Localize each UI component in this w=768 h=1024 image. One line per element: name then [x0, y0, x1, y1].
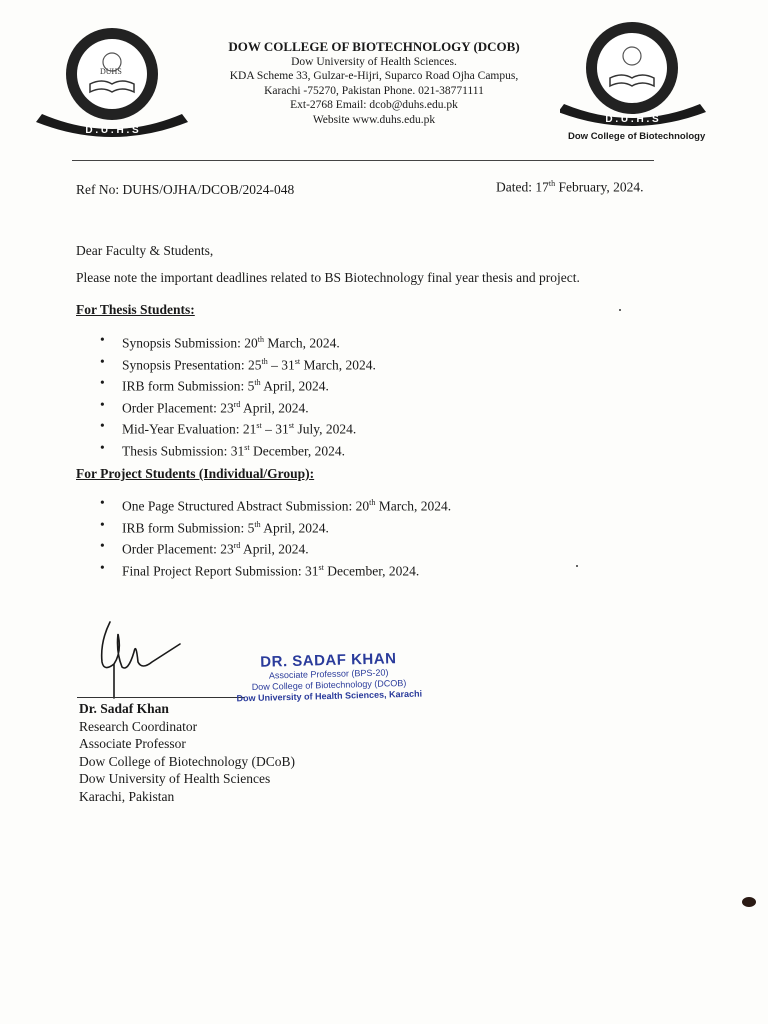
salutation: Dear Faculty & Students,: [76, 243, 214, 258]
duhs-logo-right: [560, 16, 708, 128]
deadline-item: • Mid-Year Evaluation: 21st – 31st July, 2024.: [100, 417, 376, 439]
header-divider: [72, 160, 654, 161]
speck: [619, 309, 621, 311]
signatory-title-2: Associate Professor: [79, 736, 186, 751]
university-name: Dow University of Health Sciences.: [291, 55, 457, 68]
signatory-title-1: Research Coordinator: [79, 718, 198, 734]
deadline-item: • IRB form Submission: 5th April, 2024.: [100, 374, 376, 396]
letterhead: [190, 40, 558, 127]
signatory-block: [79, 700, 295, 805]
right-logo-caption: Dow College of Biotechnology: [568, 131, 706, 142]
college-name: DOW COLLEGE OF BIOTECHNOLOGY (DCOB): [228, 39, 520, 54]
thesis-deadlines-list: [100, 331, 376, 460]
deadline-item: • Order Placement: 23rd April, 2024.: [100, 396, 376, 418]
scan-mark: [742, 897, 756, 907]
speck: [576, 565, 578, 567]
address-line-2: Karachi -75270, Pakistan Phone. 021-38771111: [264, 84, 484, 97]
deadline-item: • Synopsis Submission: 20th March, 2024.: [100, 331, 376, 353]
deadline-item: • IRB form Submission: 5th April, 2024.: [100, 516, 451, 538]
deadline-item: • Final Project Report Submission: 31st December, 2024.: [100, 559, 451, 581]
logo-text-right: D . U . H . S: [605, 114, 659, 125]
signatory-city: Karachi, Pakistan: [79, 788, 175, 804]
project-heading: For Project Students (Individual/Group):: [76, 466, 315, 481]
deadline-item: • Order Placement: 23rd April, 2024.: [100, 537, 451, 559]
letter-date: Dated: 17th February, 2024.: [496, 179, 644, 195]
official-stamp: DR. SADAF KHAN Associate Professor (BPS-20) Dow College of Biotechnology (DCOB) Dow University of Health Sciences, Karachi: [236, 650, 423, 704]
deadline-item: • Thesis Submission: 31st December, 2024.: [100, 439, 376, 461]
intro-paragraph: Please note the important deadlines related to BS Biotechnology final year thesis and project.: [76, 270, 580, 285]
signatory-org-1: Dow College of Biotechnology (DCoB): [79, 753, 295, 769]
duhs-logo-left: [32, 22, 192, 140]
svg-text:DUHS: DUHS: [100, 67, 122, 76]
address-line-1: KDA Scheme 33, Gulzar-e-Hijri, Suparco Road Ojha Campus,: [229, 70, 519, 82]
logo-text-left: D . U . H . S: [85, 125, 139, 136]
signature-line: [77, 697, 245, 698]
signatory-name: Dr. Sadaf Khan: [79, 701, 169, 716]
reference-number: Ref No: DUHS/OJHA/DCOB/2024-048: [76, 182, 295, 197]
handwritten-signature: [92, 612, 192, 702]
project-deadlines-list: [100, 494, 451, 580]
thesis-heading: For Thesis Students:: [76, 302, 195, 317]
deadline-item: • One Page Structured Abstract Submission: 20th March, 2024.: [100, 494, 451, 516]
deadline-item: • Synopsis Presentation: 25th – 31st March, 2024.: [100, 353, 376, 375]
signatory-org-2: Dow University of Health Sciences: [79, 771, 271, 786]
website-line: Website www.duhs.edu.pk: [312, 113, 436, 126]
contact-line: Ext-2768 Email: dcob@duhs.edu.pk: [290, 99, 458, 111]
